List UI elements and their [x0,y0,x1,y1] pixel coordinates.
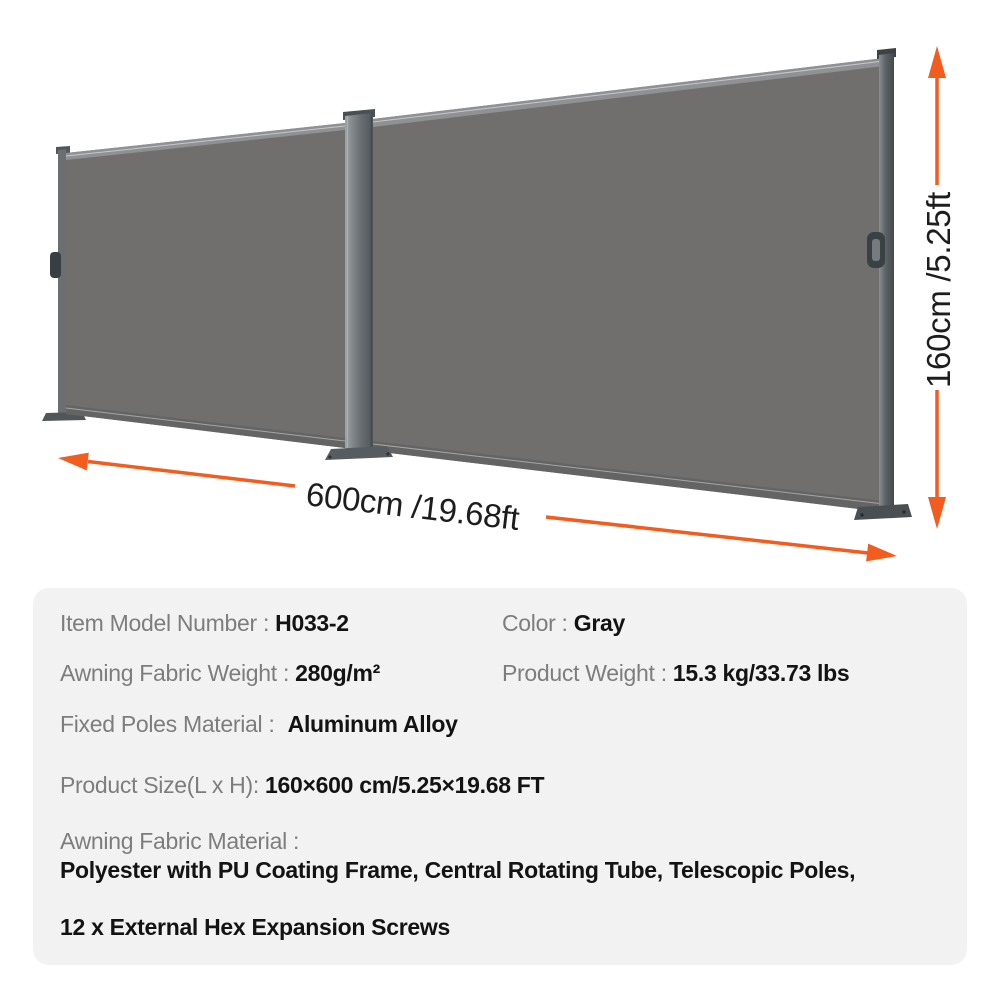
spec-product-size-value: 160×600 cm/5.25×19.68 FT [265,772,545,798]
spec-fabric-material-line1: Polyester with PU Coating Frame, Central Rotating Tube, Telescopic Poles, [60,857,856,883]
spec-model-label: Item Model Number : [60,610,276,636]
spec-product-weight-label: Product Weight : [502,660,673,686]
center-pole-base [325,446,393,460]
width-arrow-left-head [58,453,89,471]
width-dimension-label: 600cm /19.68ft [304,475,522,538]
awning-right-panel [373,58,884,512]
spec-color-row [502,612,625,635]
spec-poles-material-label: Fixed Poles Material : [60,711,281,737]
spec-product-weight-value: 15.3 kg/33.73 lbs [672,660,850,686]
spec-fabric-material-line2: 12 x External Hex Expansion Screws [60,914,450,940]
left-handle [50,252,61,278]
height-dimension-label: 160cm /5.25ft [920,191,957,388]
spec-model-value: H033-2 [275,610,349,636]
spec-product-size-row [60,774,544,797]
awning-left-panel [66,123,345,448]
height-arrow-top-head [928,46,946,78]
spec-model-row [60,612,349,635]
spec-poles-material-value: Aluminum Alloy [287,711,458,737]
width-arrow-right-head [866,544,897,562]
spec-panel [33,588,967,965]
spec-fabric-weight-label: Awning Fabric Weight : [60,660,296,686]
spec-poles-material-row [60,713,458,736]
height-arrow-bottom-head [928,497,946,529]
spec-fabric-material-row [60,830,299,853]
spec-color-label: Color : [502,610,574,636]
height-dimension-arrow [920,46,957,529]
spec-product-size-label: Product Size(L x H): [60,772,266,798]
spec-fabric-weight-row [60,662,380,685]
right-panel-fabric [373,58,884,512]
spec-fabric-material-label: Awning Fabric Material : [60,828,300,854]
spec-fabric-weight-value: 280g/m² [295,660,380,686]
spec-color-value: Gray [573,610,625,636]
spec-product-weight-row [502,662,849,685]
left-panel-fabric [66,123,345,448]
